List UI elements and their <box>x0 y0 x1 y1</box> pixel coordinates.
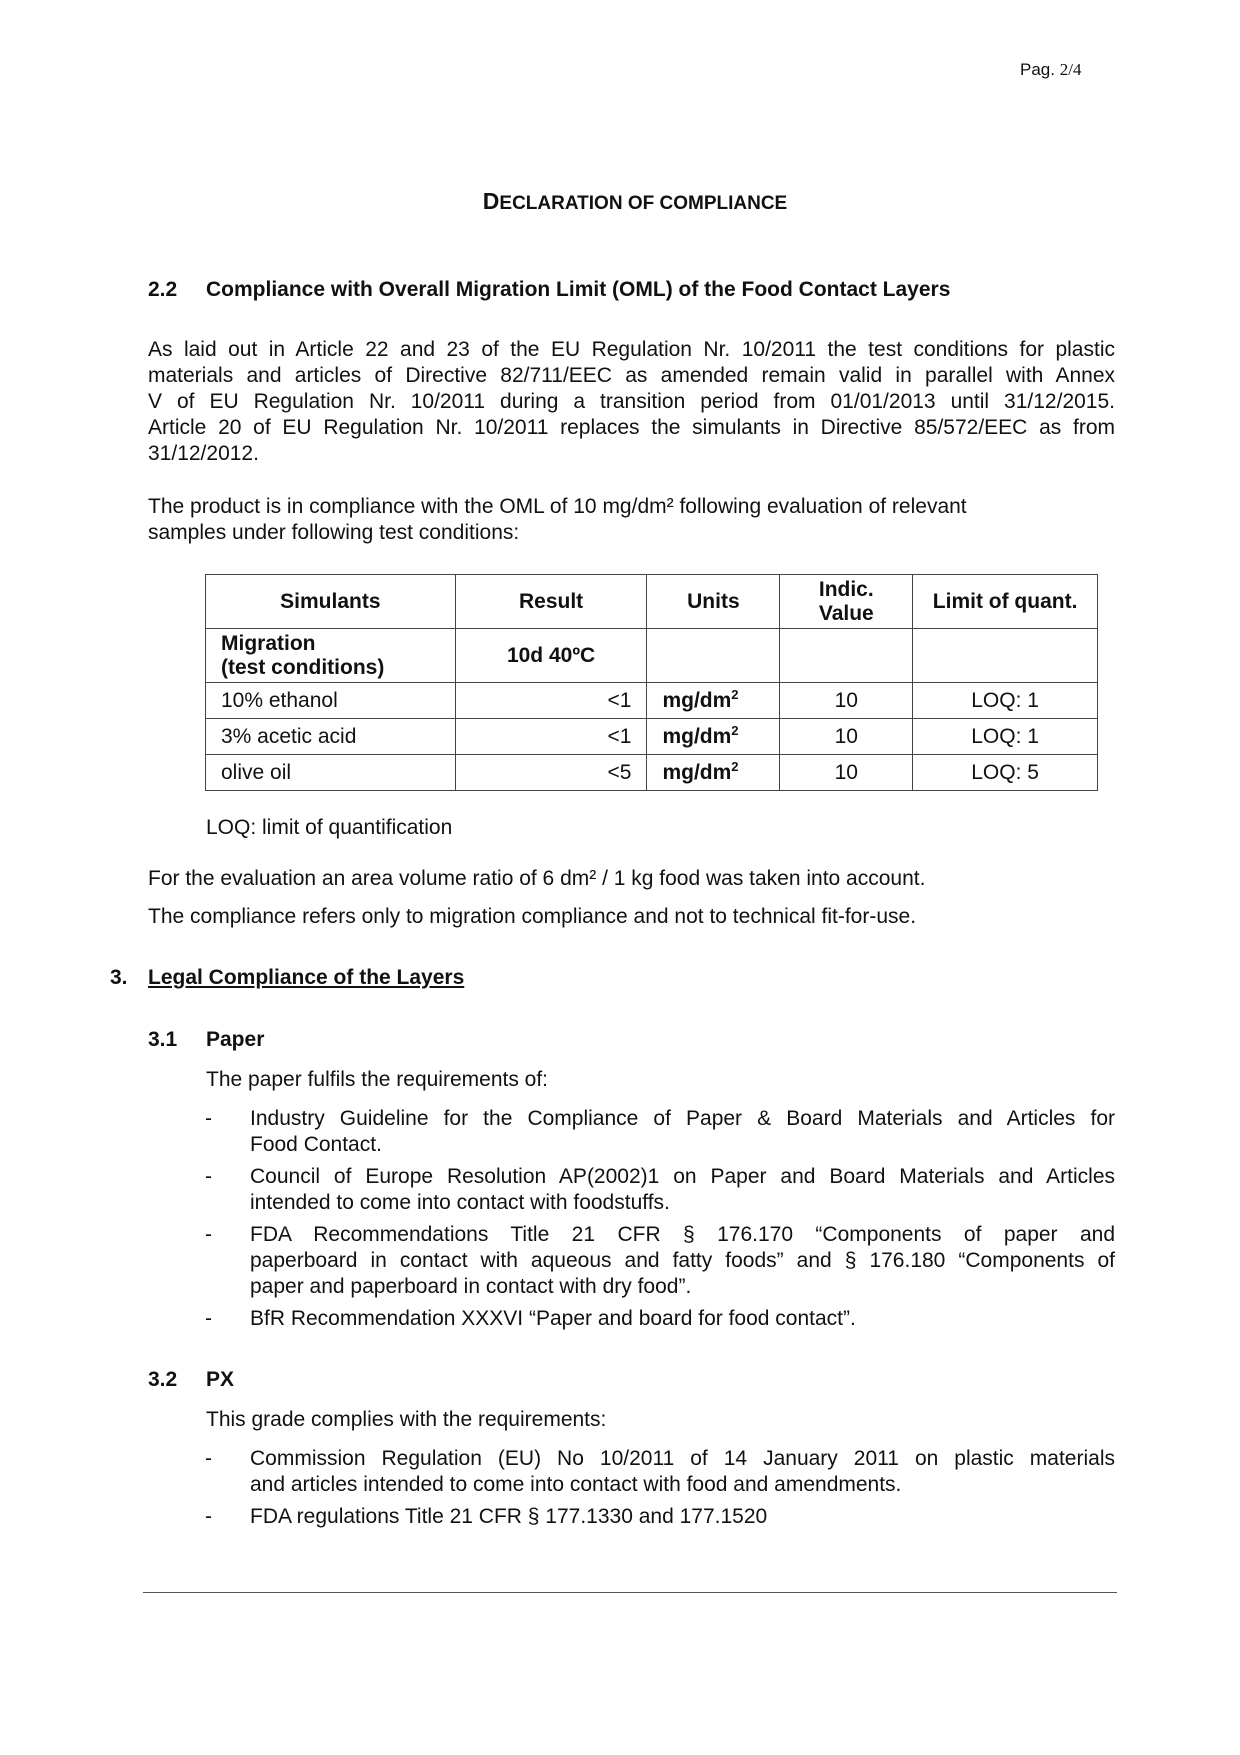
unit-cell <box>647 719 780 755</box>
empty-cell <box>913 629 1098 683</box>
section-3-2-number: 3.2 <box>148 1368 178 1391</box>
section-2-2-paragraph-1 <box>148 337 1115 467</box>
paragraph-line: V of EU Regulation Nr. 10/2011 during a transition period from 01/01/2013 until 31/12/2015. <box>148 390 1115 413</box>
empty-cell <box>780 629 913 683</box>
migration-label <box>206 629 456 683</box>
table-row <box>206 755 1098 791</box>
unit-cell <box>647 755 780 791</box>
section-3-title: Legal Compliance of the Layers <box>148 966 465 989</box>
unit-text: mg/dm <box>662 724 732 748</box>
unit-text: mg/dm <box>662 688 732 712</box>
list-line: paperboard in contact with aqueous and fatty foods” and § 176.180 “Components of <box>250 1249 1115 1272</box>
table-header-row <box>206 575 1098 629</box>
compliance-note: The compliance refers only to migration compliance and not to technical fit-for-use. <box>148 905 917 928</box>
paragraph-line: Article 20 of EU Regulation Nr. 10/2011 replaces the simulants in Directive 85/572/EEC as from <box>148 416 1115 439</box>
empty-cell <box>647 629 780 683</box>
table-row <box>206 683 1098 719</box>
paragraph-line: samples under following test conditions: <box>148 521 520 544</box>
unit-cell <box>647 683 780 719</box>
section-2-2-number: 2.2 <box>148 278 178 301</box>
list-line: Food Contact. <box>250 1133 382 1156</box>
indic-value-cell: 10 <box>780 719 913 755</box>
section-3-1-intro: The paper fulfils the requirements of: <box>206 1068 549 1091</box>
list-item-text <box>250 1446 1115 1498</box>
bullet-dash: - <box>205 1307 212 1330</box>
loq-note: LOQ: limit of quantification <box>206 816 453 839</box>
page-number <box>1020 60 1081 80</box>
result-cell: <1 <box>455 683 647 719</box>
bullet-dash: - <box>205 1505 212 1528</box>
list-item-text <box>250 1306 1115 1332</box>
unit-exponent: 2 <box>731 686 739 702</box>
paper-requirements-list <box>205 1106 1115 1338</box>
indic-value-cell: 10 <box>780 755 913 791</box>
footer-divider <box>143 1592 1117 1593</box>
list-item <box>205 1222 1115 1300</box>
list-line: paper and paperboard in contact with dry food”. <box>250 1275 692 1298</box>
section-2-2-paragraph-2 <box>148 494 1115 546</box>
simulant-cell: olive oil <box>206 755 456 791</box>
simulant-cell: 10% ethanol <box>206 683 456 719</box>
header-simulants: Simulants <box>206 575 456 629</box>
header-indic-line-1: Indic. <box>818 577 874 601</box>
limit-cell: LOQ: 1 <box>913 683 1098 719</box>
page-label: Pag. <box>1020 60 1055 79</box>
section-2-2-title: Compliance with Overall Migration Limit (OML) of the Food Contact Layers <box>206 278 951 301</box>
list-line: and articles intended to come into contact with food and amendments. <box>250 1473 902 1496</box>
unit-text: mg/dm <box>662 760 732 784</box>
header-indic-line-2: Value <box>818 601 874 625</box>
title-initial: D <box>482 188 500 214</box>
bullet-dash: - <box>205 1447 212 1470</box>
limit-cell: LOQ: 1 <box>913 719 1098 755</box>
list-line: Council of Europe Resolution AP(2002)1 on Paper and Board Materials and Articles <box>250 1165 1115 1188</box>
section-3-2-title: PX <box>206 1368 235 1391</box>
table-row <box>206 719 1098 755</box>
bullet-dash: - <box>205 1223 212 1246</box>
migration-table <box>205 574 1098 791</box>
unit-exponent: 2 <box>731 758 739 774</box>
migration-label-line-2: (test conditions) <box>221 655 385 679</box>
list-line: intended to come into contact with foodstuffs. <box>250 1191 670 1214</box>
result-cell: <5 <box>455 755 647 791</box>
list-item-text <box>250 1222 1115 1300</box>
px-requirements-list <box>205 1446 1115 1536</box>
page-number-value: 2/4 <box>1059 60 1082 79</box>
bullet-dash: - <box>205 1107 212 1130</box>
unit-exponent: 2 <box>731 722 739 738</box>
simulant-cell: 3% acetic acid <box>206 719 456 755</box>
migration-label-line-1: Migration <box>221 631 316 655</box>
document-title <box>0 188 1240 215</box>
list-line: FDA Recommendations Title 21 CFR § 176.170 “Components of paper and <box>250 1223 1115 1246</box>
result-cell: <1 <box>455 719 647 755</box>
list-item <box>205 1504 1115 1530</box>
paragraph-line: As laid out in Article 22 and 23 of the EU Regulation Nr. 10/2011 the test conditions for plastic <box>148 338 1115 361</box>
test-condition-value: 10d 40ºC <box>455 629 647 683</box>
test-conditions-row <box>206 629 1098 683</box>
paragraph-line: The product is in compliance with the OML of 10 mg/dm² following evaluation of relevant <box>148 495 967 518</box>
section-3-number: 3. <box>110 966 128 989</box>
list-item <box>205 1446 1115 1498</box>
list-item-text <box>250 1164 1115 1216</box>
paragraph-line: materials and articles of Directive 82/711/EEC as amended remain valid in parallel with Annex <box>148 364 1115 387</box>
header-indic-value <box>780 575 913 629</box>
list-line: FDA regulations Title 21 CFR § 177.1330 and 177.1520 <box>250 1505 768 1528</box>
limit-cell: LOQ: 5 <box>913 755 1098 791</box>
section-3-2-intro: This grade complies with the requirements: <box>206 1408 607 1431</box>
header-limit: Limit of quant. <box>913 575 1098 629</box>
list-item <box>205 1164 1115 1216</box>
list-item <box>205 1106 1115 1158</box>
indic-value-cell: 10 <box>780 683 913 719</box>
section-3-1-title: Paper <box>206 1028 265 1051</box>
section-3-1-number: 3.1 <box>148 1028 178 1051</box>
list-item-text <box>250 1504 1115 1530</box>
paragraph-line: 31/12/2012. <box>148 442 259 465</box>
title-rest: ECLARATION OF COMPLIANCE <box>499 193 788 214</box>
list-item-text <box>250 1106 1115 1158</box>
list-line: BfR Recommendation XXXVI “Paper and board for food contact”. <box>250 1307 856 1330</box>
evaluation-note: For the evaluation an area volume ratio of 6 dm² / 1 kg food was taken into account. <box>148 867 926 890</box>
header-units: Units <box>647 575 780 629</box>
list-item <box>205 1306 1115 1332</box>
header-result: Result <box>455 575 647 629</box>
list-line: Industry Guideline for the Compliance of Paper & Board Materials and Articles for <box>250 1107 1115 1130</box>
list-line: Commission Regulation (EU) No 10/2011 of 14 January 2011 on plastic materials <box>250 1447 1115 1470</box>
bullet-dash: - <box>205 1165 212 1188</box>
